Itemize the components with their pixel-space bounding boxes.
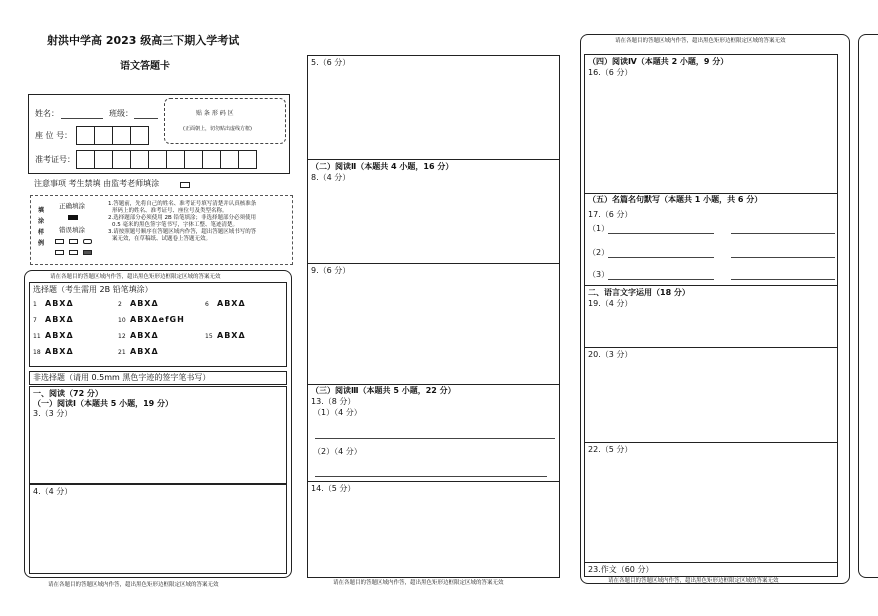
seat-cells[interactable] bbox=[76, 126, 148, 145]
blank-1-label: （1） bbox=[588, 224, 610, 233]
q3-label: 3.（3 分） bbox=[33, 409, 73, 418]
seat-label: 座 位 号： bbox=[35, 131, 73, 140]
q9-label: 9.（6 分） bbox=[311, 266, 351, 275]
q13-2-line[interactable] bbox=[315, 476, 547, 477]
warning-bottom-col1: 请在各题目的答题区域内作答，超出黑色矩形边框限定区域的答案无效 bbox=[48, 582, 219, 588]
q2-num: 2 bbox=[118, 301, 122, 308]
q2-options[interactable]: ABXΔ bbox=[130, 299, 159, 308]
warning-top-col1: 请在各题目的答题区域内作答，超出黑色矩形边框限定区域的答案无效 bbox=[50, 274, 221, 280]
name-label: 姓名： bbox=[35, 109, 59, 118]
choice-row-3b bbox=[118, 331, 159, 342]
q13-2-label: （2）（4 分） bbox=[313, 447, 362, 456]
fill-char-4: 例 bbox=[38, 240, 45, 247]
section-reading-3: （三）阅读Ⅲ（本题共 5 小题，22 分） bbox=[311, 386, 456, 395]
warning-bottom-col3: 请在各题目的答题区域内作答，超出黑色矩形边框限定区域的答案无效 bbox=[608, 578, 779, 584]
name-line[interactable] bbox=[61, 118, 103, 119]
exam-id-label: 准考证号： bbox=[35, 155, 75, 164]
cut-row: 注意事项 考生禁填 由监考老师填涂 bbox=[34, 179, 160, 188]
blank-2-label: （2） bbox=[588, 248, 610, 257]
exam-id-cells[interactable] bbox=[76, 150, 256, 169]
blank-1b[interactable] bbox=[731, 233, 835, 234]
divider-q17 bbox=[584, 285, 838, 286]
nonchoice-title: 非选择题（请用 0.5mm 黑色字迹的签字笔书写） bbox=[33, 373, 211, 382]
class-label: 班级： bbox=[109, 109, 133, 118]
divider-q9 bbox=[307, 384, 560, 385]
choice-row-1b bbox=[118, 299, 159, 310]
choice-row-4 bbox=[33, 347, 74, 358]
q12-options[interactable]: ABXΔ bbox=[130, 331, 159, 340]
q1-options[interactable]: ABXΔ bbox=[45, 299, 74, 308]
exam-title: 射洪中学高 2023 级高三下期入学考试 bbox=[47, 34, 240, 47]
q17-label: 17.（6 分） bbox=[588, 210, 633, 219]
next-page-edge bbox=[858, 34, 878, 578]
section-reading-1: （一）阅读Ⅰ（本题共 5 小题，19 分） bbox=[33, 399, 174, 408]
answer-frame-col2 bbox=[307, 55, 560, 578]
q11-options[interactable]: ABXΔ bbox=[45, 331, 74, 340]
class-line[interactable] bbox=[134, 118, 158, 119]
q11-num: 11 bbox=[33, 333, 41, 340]
q10-num: 10 bbox=[118, 317, 126, 324]
q13-1-label: （1）（4 分） bbox=[313, 408, 362, 417]
q7-num: 7 bbox=[33, 317, 37, 324]
q15-options[interactable]: ABXΔ bbox=[217, 331, 246, 340]
blank-3b[interactable] bbox=[731, 279, 835, 280]
choice-row-2b bbox=[118, 315, 185, 326]
barcode-text: 贴 条 形 码 区 bbox=[196, 110, 234, 117]
divider-q13 bbox=[307, 481, 560, 482]
section-dictation: （五）名篇名句默写（本题共 1 小题，共 6 分） bbox=[588, 195, 763, 204]
choice-row-3 bbox=[33, 331, 74, 342]
absent-box[interactable] bbox=[180, 182, 190, 188]
section-reading-2: （二）阅读Ⅱ（本题共 4 小题，16 分） bbox=[311, 162, 454, 171]
wrong-fill-label: 错误填涂 bbox=[59, 226, 85, 234]
q4-box[interactable] bbox=[29, 484, 287, 574]
wrong-fill-marks bbox=[55, 239, 99, 261]
answer-frame-col3 bbox=[584, 54, 838, 577]
q10-options[interactable]: ABXΔefGH bbox=[130, 315, 185, 324]
q18-options[interactable]: ABXΔ bbox=[45, 347, 74, 356]
q7-options[interactable]: ABXΔ bbox=[45, 315, 74, 324]
blank-2b[interactable] bbox=[731, 257, 835, 258]
card-title: 语文答题卡 bbox=[120, 61, 170, 72]
q5-label: 5.（6 分） bbox=[311, 58, 351, 67]
q21-num: 21 bbox=[118, 349, 126, 356]
q6-num: 6 bbox=[205, 301, 209, 308]
q12-num: 12 bbox=[118, 333, 126, 340]
q15-num: 15 bbox=[205, 333, 213, 340]
q16-label: 16.（6 分） bbox=[588, 68, 633, 77]
fill-char-2: 涂 bbox=[38, 218, 45, 225]
q8-label: 8.（4 分） bbox=[311, 173, 351, 182]
q22-label: 22.（5 分） bbox=[588, 445, 633, 454]
divider-q16 bbox=[584, 193, 838, 194]
choice-row-2 bbox=[33, 315, 74, 326]
blank-1a[interactable] bbox=[608, 233, 714, 234]
choice-row-4b bbox=[118, 347, 159, 358]
q21-options[interactable]: ABXΔ bbox=[130, 347, 159, 356]
choice-row-1 bbox=[33, 299, 74, 310]
q14-label: 14.（5 分） bbox=[311, 484, 356, 493]
barcode-area bbox=[164, 98, 286, 144]
warning-bottom-col2: 请在各题目的答题区域内作答，超出黑色矩形边框限定区域的答案无效 bbox=[333, 580, 504, 586]
q13-label: 13.（8 分） bbox=[311, 397, 356, 406]
blank-3-label: （3） bbox=[588, 270, 610, 279]
warning-top-col3: 请在各题目的答题区域内作答，超出黑色矩形边框限定区域的答案无效 bbox=[615, 38, 786, 44]
q13-1-line[interactable] bbox=[315, 438, 555, 439]
correct-fill-mark bbox=[68, 215, 78, 220]
section-language: 二、语言文字运用（18 分） bbox=[588, 288, 690, 297]
fill-char-1: 填 bbox=[38, 207, 45, 214]
choice-title: 选择题（考生需用 2B 铅笔填涂） bbox=[33, 285, 153, 294]
divider-q8 bbox=[307, 263, 560, 264]
section-reading: 一、阅读（72 分） bbox=[33, 389, 103, 398]
q4-label: 4.（4 分） bbox=[33, 487, 73, 496]
fill-char-3: 样 bbox=[38, 229, 45, 236]
q1-num: 1 bbox=[33, 301, 37, 308]
choice-row-1c bbox=[205, 299, 246, 310]
q23-label: 23.作文（60 分） bbox=[588, 565, 654, 574]
q6-options[interactable]: ABXΔ bbox=[217, 299, 246, 308]
notes-text: 1.答题前，先将自己的姓名、准考证号填写清楚并认真核准条 形码上的姓名、准考证号、座位号及类型名称。 2.选择题部分必须使用 2B 铅笔填涂；非选择题部分必须使用 0.5 毫米的黑色签字笔书写，字体工整、笔迹清楚。 3.请按照题号顺序在答题区域内作答，超出答题区域书写的答 案无效，在草稿纸、试题卷上答题无效。 bbox=[108, 201, 257, 242]
divider-q19 bbox=[584, 347, 838, 348]
blank-3a[interactable] bbox=[608, 279, 714, 280]
barcode-note: (正面朝上，切勿贴出虚线方框) bbox=[183, 126, 252, 132]
divider-q5 bbox=[307, 159, 560, 160]
blank-2a[interactable] bbox=[608, 257, 714, 258]
divider-q22 bbox=[584, 562, 838, 563]
correct-fill-label: 正确填涂 bbox=[59, 202, 85, 210]
section-reading-4: （四）阅读Ⅳ（本题共 2 小题，9 分） bbox=[588, 57, 729, 66]
q20-label: 20.（3 分） bbox=[588, 350, 633, 359]
q18-num: 18 bbox=[33, 349, 41, 356]
choice-row-3c bbox=[205, 331, 246, 342]
q19-label: 19.（4 分） bbox=[588, 299, 633, 308]
divider-q20 bbox=[584, 442, 838, 443]
